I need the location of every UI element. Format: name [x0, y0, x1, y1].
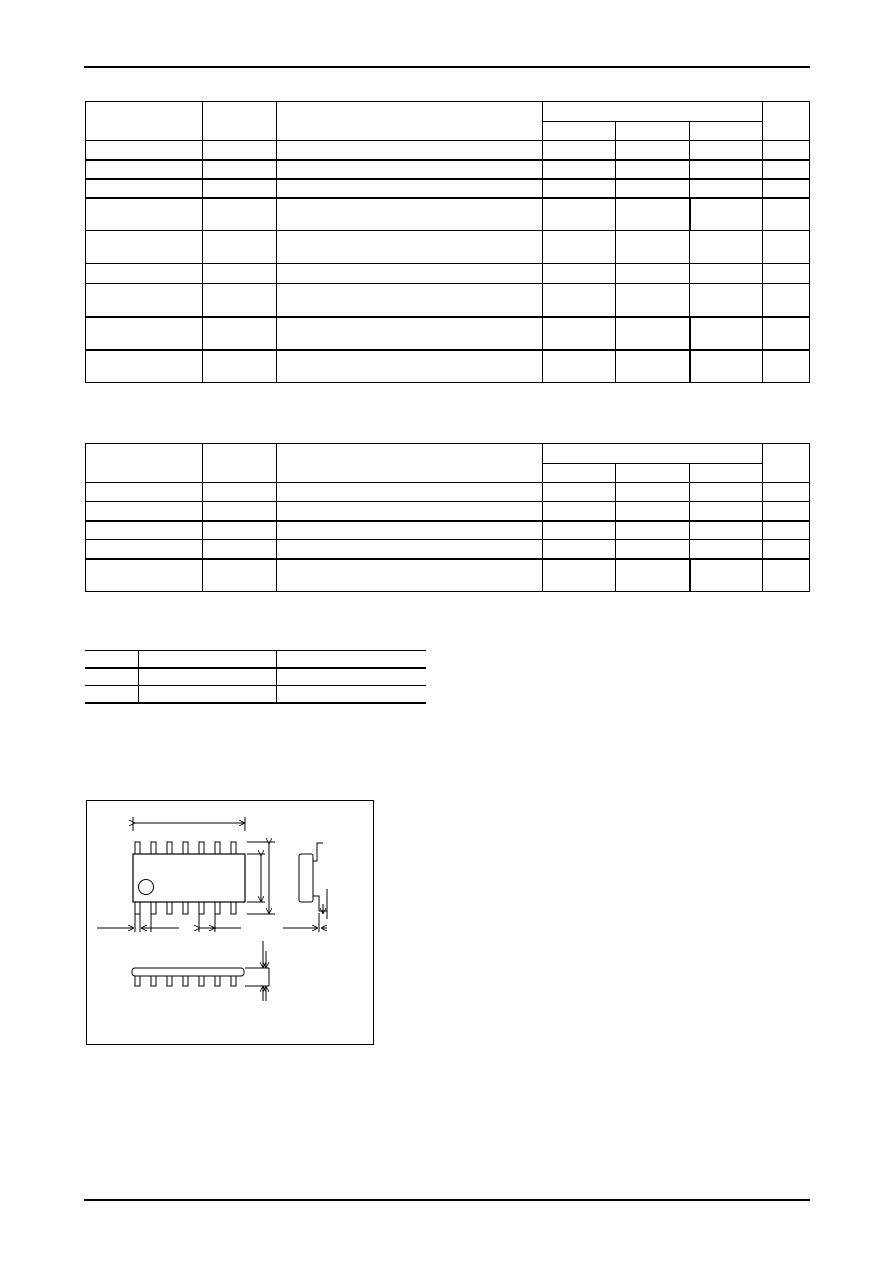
header-conditions	[277, 102, 543, 141]
package-top-view-body	[133, 854, 245, 902]
table-row	[86, 559, 810, 592]
spec-table-1	[85, 101, 810, 383]
table-row	[85, 651, 426, 669]
table-row	[86, 521, 810, 540]
header-unit	[763, 102, 810, 141]
header-ratings	[543, 102, 763, 122]
table-row	[86, 198, 810, 231]
front-view-leads	[135, 976, 236, 986]
package-outline-drawing	[86, 800, 374, 1045]
table-row	[86, 264, 810, 284]
header-symbol	[203, 444, 277, 483]
package-side-view-body	[299, 854, 313, 902]
header-parameter	[86, 444, 203, 483]
header-min	[543, 464, 616, 483]
header-rule	[84, 66, 810, 68]
header-max	[690, 122, 763, 141]
table-header-row	[86, 102, 810, 122]
header-parameter	[86, 102, 203, 141]
side-lead	[313, 896, 327, 911]
table-row	[86, 160, 810, 179]
table-row	[86, 179, 810, 198]
header-symbol	[203, 102, 277, 141]
table-row	[85, 686, 426, 704]
top-pin-row	[135, 842, 236, 854]
header-max	[690, 464, 763, 483]
header-typ	[616, 122, 690, 141]
bottom-pin-row	[135, 902, 236, 914]
table-row	[86, 540, 810, 559]
pin1-marker	[139, 880, 154, 895]
side-lead	[313, 843, 323, 861]
table-header-row	[86, 444, 810, 464]
header-min	[543, 122, 616, 141]
table-row	[86, 231, 810, 264]
table-row	[86, 317, 810, 350]
header-typ	[616, 464, 690, 483]
header-conditions	[277, 444, 543, 483]
table-row	[86, 141, 810, 160]
table-row	[86, 502, 810, 521]
package-outline-svg	[87, 801, 375, 1046]
header-ratings	[543, 444, 763, 464]
package-front-view-body	[132, 968, 244, 976]
table-row	[85, 668, 426, 686]
table-row	[86, 350, 810, 383]
ordering-table	[85, 650, 426, 704]
table-row	[86, 284, 810, 317]
spec-table-2	[85, 443, 810, 592]
table-row	[86, 483, 810, 502]
header-unit	[763, 444, 810, 483]
footer-rule	[84, 1199, 810, 1201]
